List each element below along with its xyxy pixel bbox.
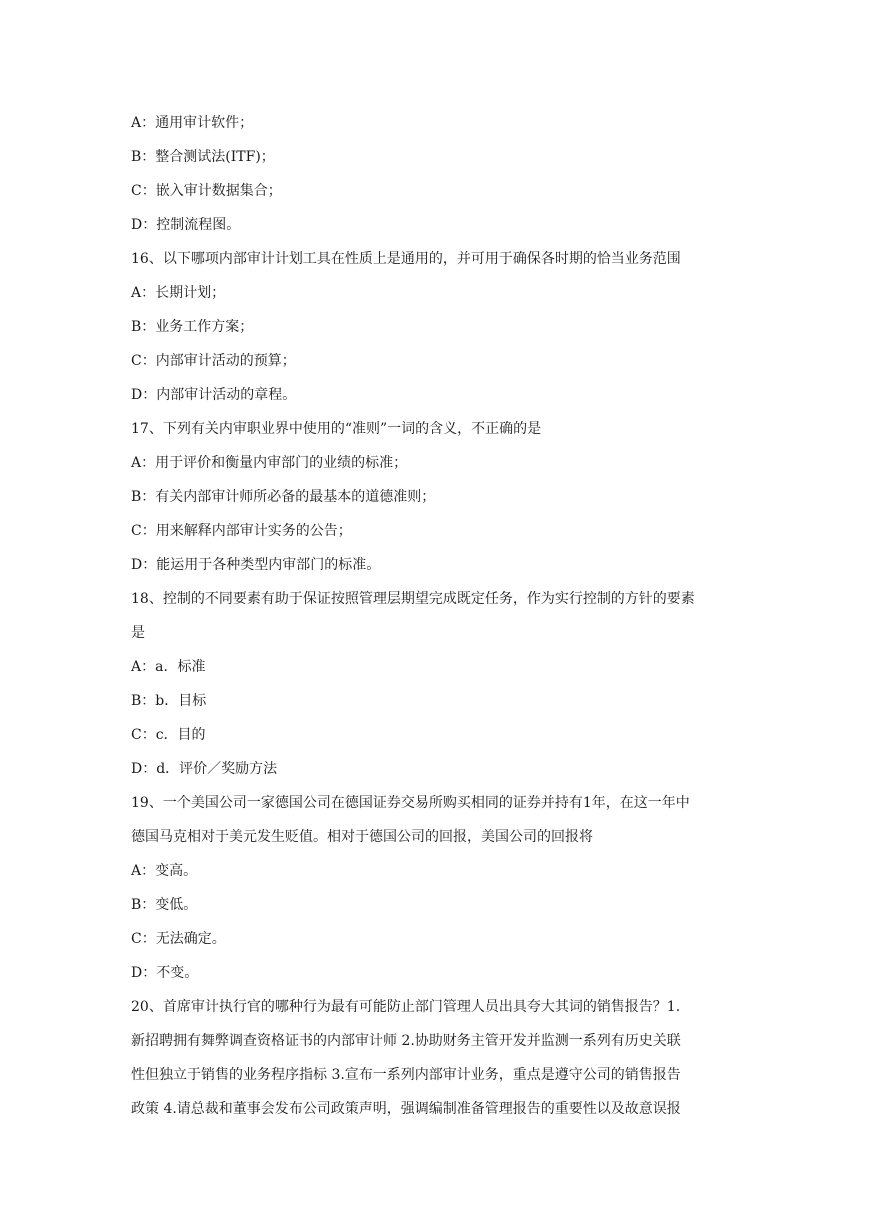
option-line: B：业务工作方案； (131, 319, 254, 335)
option-line: C：用来解释内部审计实务的公告； (131, 523, 352, 539)
option-line: A：通用审计软件； (131, 115, 254, 131)
question-20-continued: 新招聘拥有舞弊调查资格证书的内部审计师 2.协助财务主管开发并监测一系列有历史关联 (131, 1033, 681, 1049)
option-line: A：a．标准 (131, 659, 206, 675)
question-19: 19、一个美国公司一家德国公司在德国证券交易所购买相同的证券并持有1年，在这一年中 (131, 795, 690, 811)
option-line: D：能运用于各种类型内审部门的标准。 (131, 557, 381, 573)
option-line: D：内部审计活动的章程。 (131, 387, 297, 403)
question-19-continued: 德国马克相对于美元发生贬值。相对于德国公司的回报，美国公司的回报将 (131, 829, 593, 845)
question-20-continued: 性但独立于销售的业务程序指标 3.宣布一系列内部审计业务，重点是遵守公司的销售报告 (131, 1067, 681, 1083)
option-line: A：用于评价和衡量内审部门的业绩的标准； (131, 455, 408, 471)
option-line: C：内部审计活动的预算； (131, 353, 296, 369)
option-line: D：不变。 (131, 965, 199, 981)
option-line: C：嵌入审计数据集合； (131, 183, 282, 199)
question-18-continued: 是 (131, 625, 145, 641)
option-line: B：整合测试法(ITF)； (131, 149, 275, 165)
option-line: B：有关内部审计师所必备的最基本的道德准则； (131, 489, 436, 505)
option-line: D：d．评价／奖励方法 (131, 761, 278, 777)
question-18: 18、控制的不同要素有助于保证按照管理层期望完成既定任务，作为实行控制的方针的要素 (131, 591, 695, 607)
question-17: 17、下列有关内审职业界中使用的“准则”一词的含义，不正确的是 (131, 421, 542, 437)
option-line: B：变低。 (131, 897, 198, 913)
option-line: B：b．目标 (131, 693, 207, 709)
question-20-continued: 政策 4.请总裁和董事会发布公司政策声明，强调编制准备管理报告的重要性以及故意误报 (131, 1101, 681, 1117)
question-20: 20、首席审计执行官的哪种行为最有可能防止部门管理人员出具夸大其词的销售报告？1. (131, 999, 681, 1015)
option-line: C：c．目的 (131, 727, 206, 743)
option-line: A：长期计划； (131, 285, 226, 301)
option-line: C：无法确定。 (131, 931, 226, 947)
option-line: A：变高。 (131, 863, 198, 879)
option-line: D：控制流程图。 (131, 217, 241, 233)
question-16: 16、以下哪项内部审计计划工具在性质上是通用的，并可用于确保各时期的恰当业务范围 (131, 251, 681, 267)
